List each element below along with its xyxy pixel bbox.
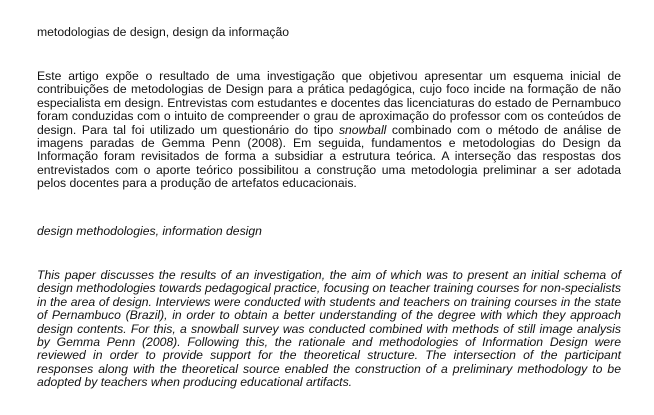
abstract-portuguese [37, 70, 621, 191]
abstract-english: This paper discusses the results of an investigation, the aim of which was to present an initial schema of design methodologies towards pedagogical practice, focusing on teacher training courses for non-specialists in the area of design. Interviews were conducted with students and teachers on training courses in the state of Pernambuco (Brazil), in order to obtain a better understanding of the degree with which they approach design contents. For this, a snowball survey was conducted combined with methods of still image analysis by Gemma Penn (2008). Following this, the rationale and methodologies of Information Design were reviewed in order to provide support for the theoretical structure. The intersection of the participant responses along with the theoretical source enabled the construction of a preliminary methodology to be adopted by teachers when producing educational artifacts. [37, 268, 621, 390]
abstract-portuguese-snowball-term: snowball [338, 122, 387, 137]
abstract-portuguese-part2: combinado com o método de análise de imagens paradas de Gemma Penn (2008). Em seguida, fundamentos e metodologias do Design da Informação foram revisitados de forma a subsidiar a estrutura teórica. A interseção das respostas dos entrevistados com o aporte teórico possibilitou a construção uma metodologia preliminar a ser adotada pelos docentes para a produção de artefatos educacionais. [37, 122, 621, 191]
abstract-portuguese-part1: Este artigo expõe o resultado de uma investigação que objetivou apresentar um esquema inicial de contribuições de metodologias de Design para a prática pedagógica, cujo foco incide na formação de não especialista em design. Entrevistas com estudantes e docentes das licenciaturas do estado de Pernambuco foram conduzidas com o intuito de compreender o grau de aproximação do professor com os conteúdos de design. Para tal foi utilizado um questionário do tipo [37, 69, 621, 137]
keywords-portuguese: metodologias de design, design da informação [37, 25, 290, 39]
keywords-english: design methodologies, information design [37, 224, 262, 238]
